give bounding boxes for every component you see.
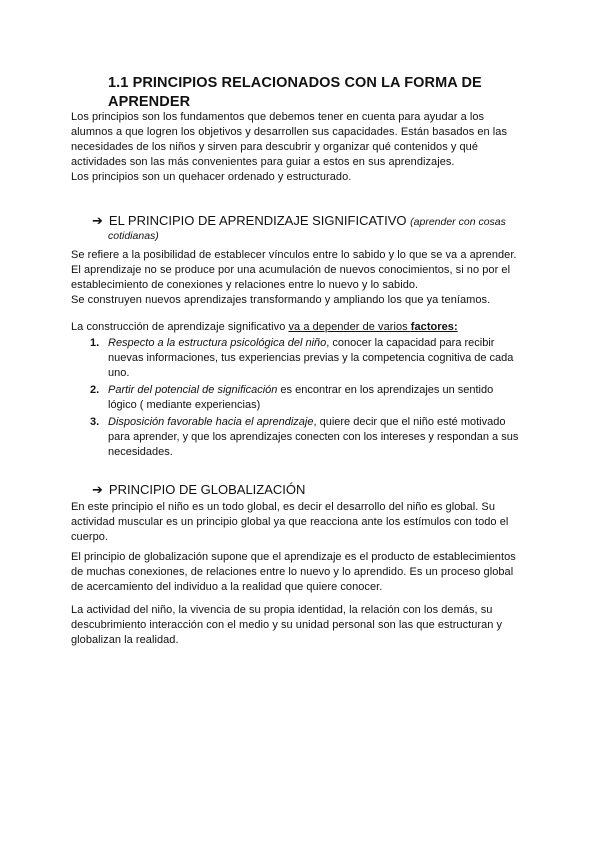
body-line: En este principio el niño es un todo global, es decir el desarrollo del niño es global. Su bbox=[71, 501, 495, 513]
principle1-paren: (aprender con cosas bbox=[410, 216, 506, 228]
intro-line: alumnos a que logren los objetivos y desarrollen sus capacidades. Están basados en las bbox=[71, 126, 508, 138]
intro-line: actividades son las más convenientes para guiar a estos en sus aprendizajes. bbox=[71, 156, 455, 168]
intro-line: necesidades de los niños y sirven para descubrir y organizar qué contenidos y qué bbox=[71, 141, 479, 153]
list-item bbox=[90, 336, 530, 381]
factor-em: Disposición favorable hacia el aprendizaje bbox=[108, 416, 314, 428]
principle2-p1 bbox=[71, 500, 508, 545]
intro-line: Los principios son un quehacer ordenado y estructurado. bbox=[71, 171, 352, 183]
factor-rest: , conocer la capacidad para recibir bbox=[326, 337, 495, 349]
body-line: de acercamiento del individuo a la realidad que quiere conocer. bbox=[71, 581, 383, 593]
principle2-title: PRINCIPIO DE GLOBALIZACIÓN bbox=[108, 482, 306, 497]
body-line: de muchas conexiones, de relaciones entre lo nuevo y lo aprendido. Es un proceso global bbox=[71, 566, 514, 578]
body-line: El aprendizaje no se produce por una acumulación de nuevos conocimientos, si no por el bbox=[71, 264, 511, 276]
section-title bbox=[108, 74, 528, 112]
principle2-p3 bbox=[71, 603, 502, 648]
factor-rest: es encontrar en los aprendizajes un sentido bbox=[277, 384, 494, 396]
intro-line: Los principios son los fundamentos que debemos tener en cuenta para ayudar a los bbox=[71, 111, 485, 123]
arrow-icon: ➔ bbox=[92, 214, 103, 229]
body-line: La actividad del niño, la vivencia de su propia identidad, la relación con los demás, su bbox=[71, 604, 493, 616]
factor-rest: necesidades. bbox=[108, 446, 173, 458]
factor-rest: nuevas informaciones, tus experiencias previas y la competencia cognitiva de cada bbox=[108, 352, 514, 364]
principle1-body bbox=[71, 248, 517, 308]
factor-rest: lógico ( mediante experiencias) bbox=[108, 399, 261, 411]
intro-paragraph bbox=[71, 110, 507, 185]
principle1-paren-cont: cotidianas) bbox=[108, 230, 159, 242]
list-number: 2. bbox=[90, 384, 100, 396]
factors-bold: factores: bbox=[410, 321, 458, 333]
body-line: globalizan la realidad. bbox=[71, 634, 179, 646]
body-line: Se refiere a la posibilidad de establecer vínculos entre lo sabido y lo que se va a aprender. bbox=[71, 249, 517, 261]
body-line: establecimiento de conexiones y relaciones entre lo nuevo y lo sabido. bbox=[71, 279, 419, 291]
principle2-heading bbox=[92, 481, 305, 499]
factor-em: Respecto a la estructura psicológica del niño bbox=[108, 337, 327, 349]
arrow-icon: ➔ bbox=[92, 483, 103, 498]
body-line: cuerpo. bbox=[71, 531, 109, 543]
factors-intro bbox=[71, 320, 458, 335]
factor-rest: , quiere decir que el niño esté motivado bbox=[313, 416, 506, 428]
section-title-line-1: 1.1 PRINCIPIOS RELACIONADOS CON LA FORMA DE bbox=[108, 75, 482, 91]
factors-list bbox=[90, 336, 530, 462]
list-number: 3. bbox=[90, 416, 100, 428]
principle1-title: EL PRINCIPIO DE APRENDIZAJE SIGNIFICATIVO bbox=[108, 213, 407, 228]
body-line: descubrimiento interacción con el medio y su unidad personal son las que estructuran y bbox=[71, 619, 503, 631]
factor-rest: uno. bbox=[108, 367, 130, 379]
list-number: 1. bbox=[90, 337, 100, 349]
factor-rest: para aprender, y que los aprendizajes conecten con los intereses y respondan a sus bbox=[108, 431, 519, 443]
factors-underline: va a depender de varios bbox=[288, 321, 411, 333]
list-item bbox=[90, 383, 530, 413]
list-item bbox=[90, 415, 530, 460]
body-line: El principio de globalización supone que el aprendizaje es el producto de establecimientos bbox=[71, 551, 516, 563]
principle2-p2 bbox=[71, 550, 516, 595]
section-title-line-2: APRENDER bbox=[108, 94, 191, 110]
body-line: actividad muscular es un principio global ya que reacciona ante los estímulos con todo el bbox=[71, 516, 509, 528]
factor-em: Partir del potencial de significación bbox=[108, 384, 278, 396]
factors-lead: La construcción de aprendizaje significativo bbox=[71, 321, 289, 333]
body-line: Se construyen nuevos aprendizajes transformando y ampliando los que ya teníamos. bbox=[71, 294, 491, 306]
